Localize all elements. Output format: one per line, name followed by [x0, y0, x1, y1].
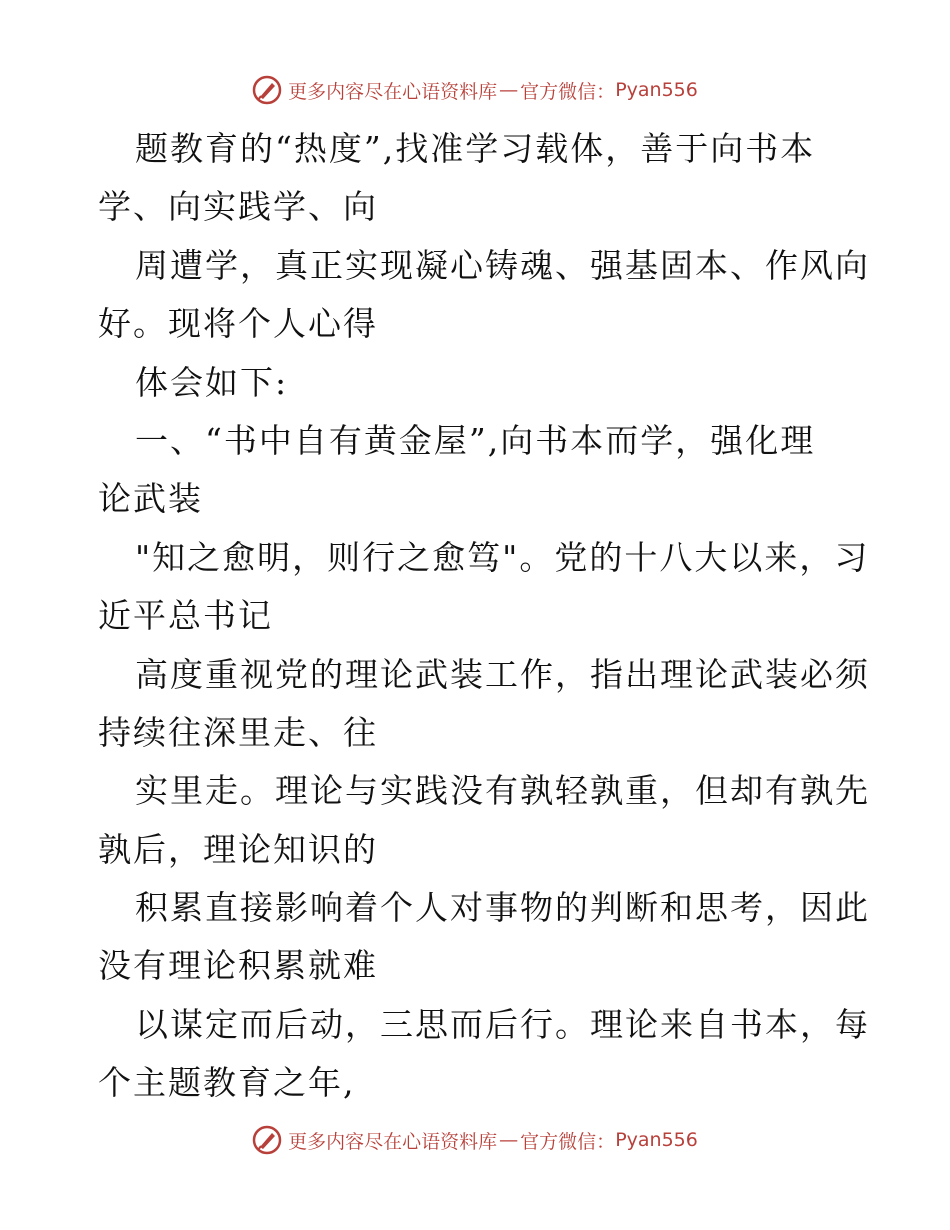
text-line: "知之愈明，则行之愈笃"。党的十八大以来，习 — [135, 537, 870, 577]
text-line: 体会如下: — [135, 362, 289, 402]
text-line: 高度重视党的理论武装工作，指出理论武装必须 — [135, 654, 870, 694]
text-line: 学、向实践学、向 — [98, 187, 378, 227]
watermark-label: 官方微信： — [520, 1130, 616, 1153]
quill-logo-icon — [252, 1125, 282, 1155]
document-body — [98, 120, 870, 1113]
watermark-site-text: 更多内容尽在心语资料库 — [288, 80, 498, 103]
text-line: 积累直接影响着个人对事物的判断和思考，因此 — [135, 888, 870, 928]
text-line: 好。现将个人心得 — [98, 304, 378, 344]
text-line: 孰后，理论知识的 — [98, 829, 378, 869]
text-line: 题教育的“热度”,找准学习载体，善于向书本 — [135, 129, 816, 168]
watermark-separator: — — [499, 1129, 519, 1151]
watermark-id: Pyan556 — [615, 79, 698, 101]
text-line: 论武装 — [98, 479, 203, 519]
text-line: 实里走。理论与实践没有孰轻孰重，但却有孰先 — [135, 771, 870, 811]
text-line: 周遭学，真正实现凝心铸魂、强基固本、作风向 — [135, 245, 870, 285]
text-line: 一、“书中自有黄金屋”,向书本而学，强化理 — [135, 420, 816, 460]
header-watermark — [0, 72, 950, 108]
text-line: 以谋定而后动，三思而后行。理论来自书本，每 — [135, 1004, 870, 1044]
watermark-id: Pyan556 — [615, 1129, 698, 1151]
text-line: 个主题教育之年, — [98, 1063, 356, 1103]
watermark-site-text: 更多内容尽在心语资料库 — [288, 1130, 498, 1153]
text-line: 近平总书记 — [98, 596, 273, 636]
watermark-separator: — — [499, 79, 519, 101]
text-line: 持续往深里走、往 — [98, 712, 378, 752]
quill-logo-icon — [252, 75, 282, 105]
text-line: 没有理论积累就难 — [98, 946, 378, 986]
footer-watermark — [0, 1122, 950, 1158]
watermark-label: 官方微信： — [520, 80, 616, 103]
